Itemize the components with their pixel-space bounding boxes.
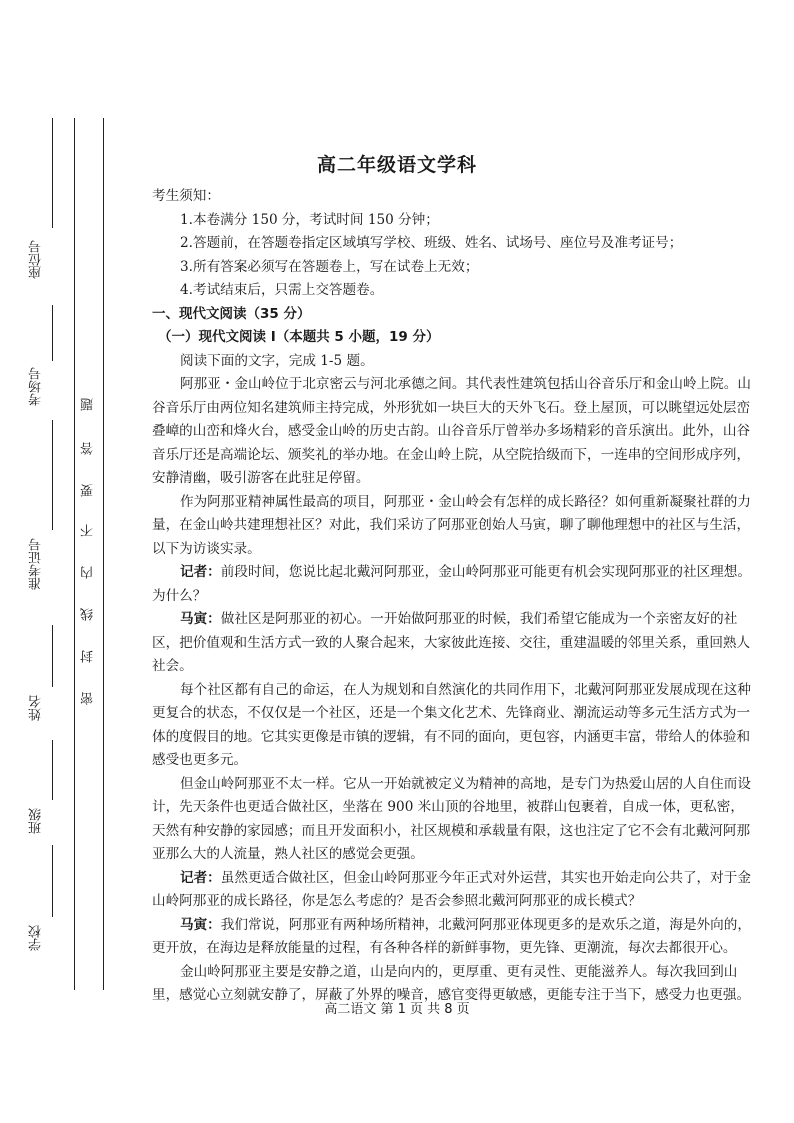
paragraph-text: 金山岭阿那亚主要是安静之道，山是向内的，更厚重、更有灵性、更能滋养人。每次我回到山里，感觉心立刻就安静了，屏蔽了外界的噪音，感官变得更敏感，更能专注于当下，感受力也更强。 [152, 963, 751, 1003]
passage-paragraph [152, 561, 754, 608]
paragraph-text: 前段时间，您说比起北戴河阿那亚，金山岭阿那亚可能更有机会实现阿那亚的社区理想。为什么？ [152, 564, 751, 604]
seal-char: 封 [81, 650, 96, 663]
passage-paragraph [152, 373, 754, 491]
speaker-label: 马寅： [180, 611, 221, 627]
notice-list [152, 209, 754, 303]
field-name[interactable] [30, 625, 70, 735]
speaker-label: 记者： [180, 564, 221, 580]
paragraph-text: 但金山岭阿那亚不太一样。它从一开始就被定义为精神的高地，是专门为热爱山居的人自住而设计，先天条件也更适合做社区，坐落在 900 米山顶的谷地里，被群山包裹着，自成一体，更私密，天然有种安静的家园感；而且开发面积小，社区规模和承载量有限，这也注定了它不会有北戴河阿那亚那么大的人流量，熟人社区的感觉会更强。 [152, 775, 751, 862]
paragraph-text: 每个社区都有自己的命运，在人为规划和自然演化的共同作用下，北戴河阿那亚发展成现在这种更复合的状态，不仅仅是一个社区，还是一个集文化艺术、先锋商业、潮流运动等多元生活方式为一体的度假目的地。它其实更像是市镇的逻辑，有不同的面向，更包容，内涵更丰富，带给人的体验和感受也更多元。 [152, 681, 751, 768]
notice-item: 1.本卷满分 150 分，考试时间 150 分钟； [180, 211, 439, 228]
field-label: 准考证号 [29, 538, 44, 590]
field-seat-number[interactable] [30, 118, 70, 298]
notice-item: 4.考试结束后，只需上交答题卷。 [180, 282, 384, 298]
passage-paragraph [152, 867, 754, 914]
field-blank-line [52, 625, 53, 687]
field-label: 座位号 [29, 240, 44, 279]
field-label: 姓名 [29, 695, 44, 721]
speaker-label: 记者： [180, 869, 221, 886]
speaker-label: 马寅： [180, 916, 221, 933]
paragraph-text: 作为阿那亚精神属性最高的项目，阿那亚・金山岭会有怎样的成长路径？如何重新凝聚社群的力量，在金山岭共建理想社区？对此，我们采访了阿那亚创始人马寅，聊了聊他理想中的社区与生活，以下为访谈实录。 [152, 493, 751, 557]
paragraph-text: 阿那亚・金山岭位于北京密云与河北承德之间。其代表性建筑包括山谷音乐厅和金山岭上院。山谷音乐厅由两位知名建筑师主持完成，外形犹如一块巨大的天外飞石。登上屋顶，可以眺望远处层峦叠嶂的山峦和烽火台，感受金山岭的历史古韵。山谷音乐厅曾举办多场精彩的音乐演出。此外，山谷音乐厅还是高端论坛、颁奖礼的举办地。在金山岭上院，从空院拾级而下，一连串的空间形成序列，安静清幽，吸引游客在此驻足停留。 [152, 376, 751, 486]
passage-paragraph [152, 608, 754, 679]
binding-line-inner [103, 118, 104, 990]
field-blank-line [52, 740, 53, 800]
field-exam-room[interactable] [30, 305, 70, 415]
seal-char: 题 [81, 398, 96, 411]
field-label: 班级 [29, 808, 44, 834]
field-school[interactable] [30, 845, 70, 955]
page-title: 高二年级语文学科 [316, 154, 477, 176]
passage-paragraph [152, 679, 754, 773]
notice-item: 2.答题前，在答题卷指定区域填写学校、班级、姓名、试场号、座位号及准考证号； [180, 235, 683, 251]
subsection-heading: （一）现代文阅读 I（本题共 5 小题，19 分） [158, 329, 440, 345]
binding-line-outer [74, 118, 75, 990]
passage-paragraph [152, 914, 754, 961]
field-label: 学校 [29, 925, 44, 951]
notice-item: 3.所有答案必须写在答题卷上，写在试卷上无效； [180, 258, 479, 275]
field-class[interactable] [30, 740, 70, 840]
paragraph-text: 我们常说，阿那亚有两种场所精神，北戴河阿那亚体现更多的是欢乐之道，海是外向的，更开放，在海边是释放能量的过程，有各种各样的新鲜事物，更先锋、更潮流，每次去都很开心。 [152, 916, 751, 956]
seal-char: 密 [81, 692, 96, 705]
paragraph-text: 虽然更适合做社区，但金山岭阿那亚今年正式对外运营，其实也开始走向公共了，对于金山岭阿那亚的成长路径，你是怎么考虑的？是否会参照北戴河阿那亚的成长模式？ [152, 869, 751, 909]
section-heading: 一、现代文阅读（35 分） [152, 305, 311, 322]
page-footer: 高二语文 第 1 页 共 8 页 [324, 1002, 470, 1017]
seal-char: 要 [81, 484, 96, 497]
notice-heading: 考生须知： [152, 188, 220, 204]
exam-content [152, 185, 754, 1008]
field-blank-line [52, 845, 53, 917]
passage-paragraph [152, 773, 754, 867]
field-label: 考场号 [29, 367, 44, 406]
seal-char: 不 [81, 524, 96, 537]
reading-instruction: 阅读下面的文字，完成 1-5 题。 [180, 352, 374, 369]
field-blank-line [52, 420, 53, 530]
field-admission-number[interactable] [30, 420, 70, 620]
seal-char: 答 [81, 442, 96, 455]
passage-paragraph [152, 491, 754, 562]
seal-char: 内 [81, 566, 96, 579]
paragraph-text: 做社区是阿那亚的初心。一开始做阿那亚的时候，我们希望它能成为一个亲密友好的社区，把价值观和生活方式一致的人聚合起来，大家彼此连接、交往，重建温暖的邻里关系，重回熟人社会。 [152, 611, 751, 674]
field-blank-line [52, 305, 53, 361]
seal-char: 线 [81, 608, 96, 621]
